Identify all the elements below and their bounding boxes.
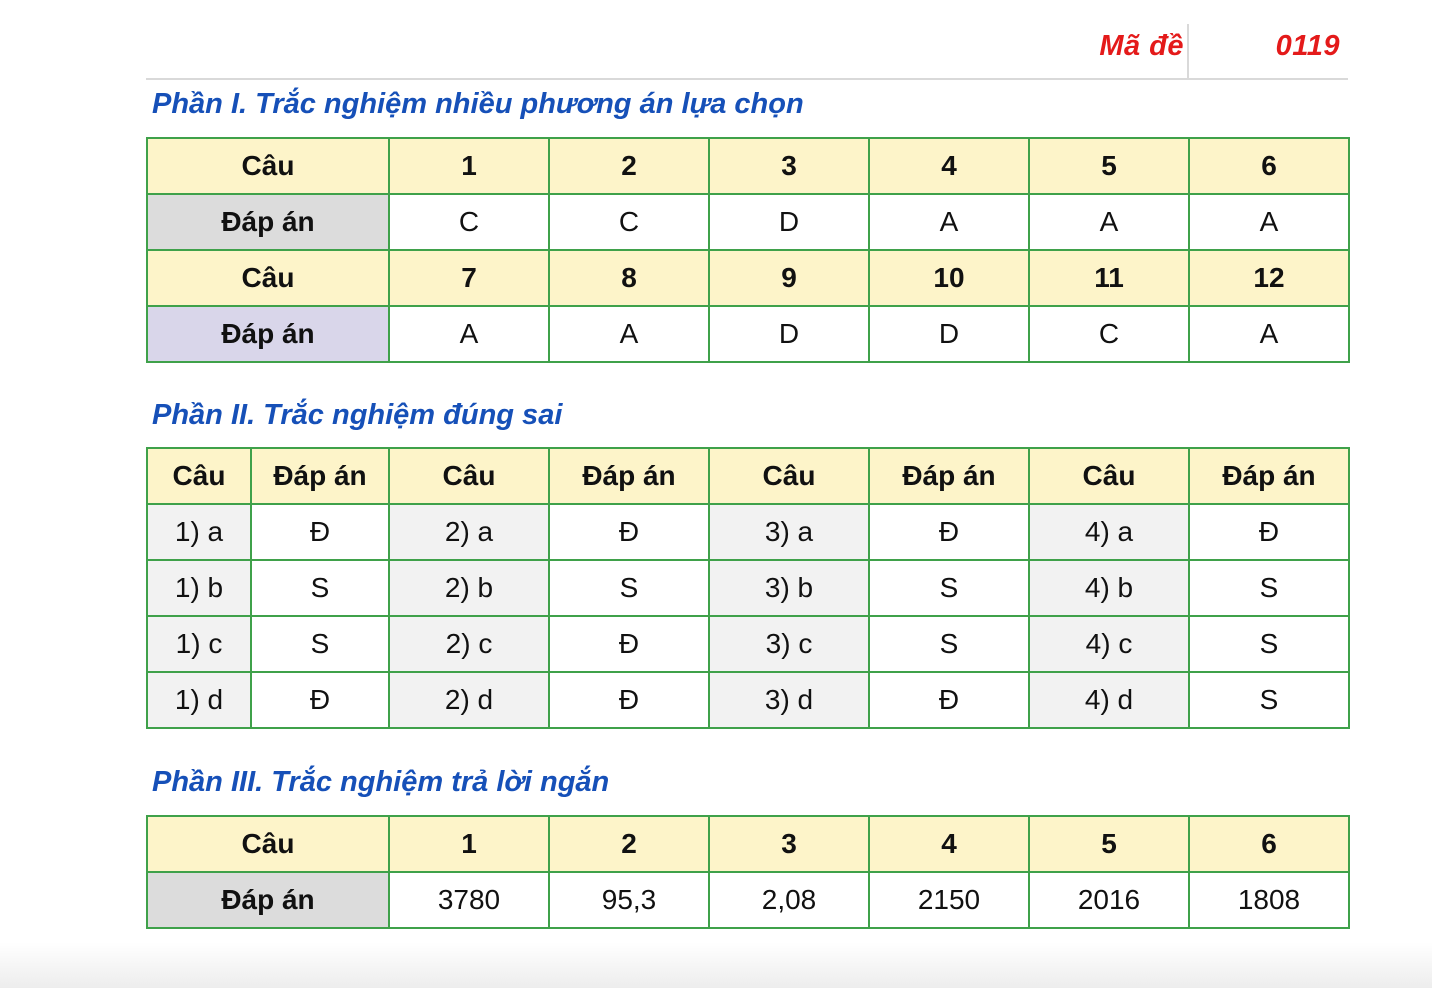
- statement-cell: 3) a: [709, 504, 869, 560]
- statement-cell: 1) c: [147, 616, 251, 672]
- answer-cell: C: [549, 194, 709, 250]
- answer-row-label: Đáp án: [147, 306, 389, 362]
- answer-cell: S: [251, 560, 389, 616]
- answer-cell: D: [869, 306, 1029, 362]
- part3-title: Phần III. Trắc nghiệm trả lời ngắn: [152, 766, 610, 798]
- answer-cell: Đ: [1189, 504, 1349, 560]
- answer-cell: D: [709, 306, 869, 362]
- part1-table: [146, 137, 1350, 363]
- answer-cell: 1808: [1189, 872, 1349, 928]
- question-number: 11: [1029, 250, 1189, 306]
- answer-row-label: Đáp án: [147, 872, 389, 928]
- statement-cell: 3) c: [709, 616, 869, 672]
- answer-cell: 2150: [869, 872, 1029, 928]
- statement-cell: 2) b: [389, 560, 549, 616]
- answer-cell: D: [709, 194, 869, 250]
- exam-code-value: 0119: [1275, 30, 1340, 62]
- column-header: Câu: [1029, 448, 1189, 504]
- answer-cell: Đ: [251, 672, 389, 728]
- answer-cell: Đ: [549, 616, 709, 672]
- question-number: 6: [1189, 138, 1349, 194]
- column-header: Đáp án: [869, 448, 1029, 504]
- table-row: [147, 872, 1349, 928]
- answer-cell: S: [1189, 560, 1349, 616]
- answer-cell: A: [1029, 194, 1189, 250]
- column-header: Đáp án: [251, 448, 389, 504]
- header-rule: [146, 78, 1348, 80]
- question-number: 12: [1189, 250, 1349, 306]
- statement-cell: 4) a: [1029, 504, 1189, 560]
- answer-cell: Đ: [869, 504, 1029, 560]
- table-row: [147, 504, 1349, 560]
- answer-cell: C: [389, 194, 549, 250]
- question-number: 3: [709, 816, 869, 872]
- answer-cell: 95,3: [549, 872, 709, 928]
- statement-cell: 1) a: [147, 504, 251, 560]
- code-divider: [1187, 24, 1189, 78]
- statement-cell: 2) d: [389, 672, 549, 728]
- statement-cell: 4) d: [1029, 672, 1189, 728]
- part2-table: [146, 447, 1350, 729]
- answer-cell: C: [1029, 306, 1189, 362]
- question-number: 2: [549, 816, 709, 872]
- part2-title: Phần II. Trắc nghiệm đúng sai: [152, 399, 563, 431]
- statement-cell: 1) b: [147, 560, 251, 616]
- question-number: 10: [869, 250, 1029, 306]
- column-header: Câu: [389, 448, 549, 504]
- column-header: Câu: [709, 448, 869, 504]
- statement-cell: 3) b: [709, 560, 869, 616]
- answer-cell: Đ: [549, 504, 709, 560]
- table-row: [147, 194, 1349, 250]
- question-row-label: Câu: [147, 816, 389, 872]
- question-number: 9: [709, 250, 869, 306]
- statement-cell: 4) c: [1029, 616, 1189, 672]
- column-header: Đáp án: [549, 448, 709, 504]
- table-row: [147, 448, 1349, 504]
- question-number: 6: [1189, 816, 1349, 872]
- statement-cell: 4) b: [1029, 560, 1189, 616]
- table-row: [147, 560, 1349, 616]
- table-row: [147, 306, 1349, 362]
- answer-cell: S: [549, 560, 709, 616]
- table-row: [147, 138, 1349, 194]
- table-row: [147, 816, 1349, 872]
- statement-cell: 1) d: [147, 672, 251, 728]
- part1-title: Phần I. Trắc nghiệm nhiều phương án lựa chọn: [152, 88, 804, 120]
- question-number: 7: [389, 250, 549, 306]
- question-number: 1: [389, 816, 549, 872]
- answer-cell: S: [869, 560, 1029, 616]
- table-row: [147, 616, 1349, 672]
- column-header: Câu: [147, 448, 251, 504]
- bottom-shadow: [0, 942, 1432, 988]
- column-header: Đáp án: [1189, 448, 1349, 504]
- exam-code-label: Mã đề: [1099, 30, 1184, 62]
- answer-cell: A: [549, 306, 709, 362]
- question-number: 5: [1029, 138, 1189, 194]
- question-row-label: Câu: [147, 250, 389, 306]
- statement-cell: 2) c: [389, 616, 549, 672]
- answer-cell: 3780: [389, 872, 549, 928]
- question-number: 5: [1029, 816, 1189, 872]
- part3-table: [146, 815, 1350, 929]
- question-number: 8: [549, 250, 709, 306]
- answer-row-label: Đáp án: [147, 194, 389, 250]
- answer-cell: 2016: [1029, 872, 1189, 928]
- question-number: 2: [549, 138, 709, 194]
- answer-cell: S: [869, 616, 1029, 672]
- question-number: 1: [389, 138, 549, 194]
- answer-cell: S: [1189, 672, 1349, 728]
- answer-cell: 2,08: [709, 872, 869, 928]
- question-number: 4: [869, 816, 1029, 872]
- table-row: [147, 672, 1349, 728]
- question-number: 4: [869, 138, 1029, 194]
- answer-cell: A: [869, 194, 1029, 250]
- statement-cell: 3) d: [709, 672, 869, 728]
- answer-cell: Đ: [549, 672, 709, 728]
- answer-cell: S: [251, 616, 389, 672]
- answer-cell: A: [389, 306, 549, 362]
- question-number: 3: [709, 138, 869, 194]
- answer-cell: S: [1189, 616, 1349, 672]
- answer-cell: Đ: [869, 672, 1029, 728]
- table-row: [147, 250, 1349, 306]
- answer-cell: A: [1189, 306, 1349, 362]
- statement-cell: 2) a: [389, 504, 549, 560]
- exam-code-header: [146, 22, 1348, 80]
- question-row-label: Câu: [147, 138, 389, 194]
- answer-cell: A: [1189, 194, 1349, 250]
- answer-cell: Đ: [251, 504, 389, 560]
